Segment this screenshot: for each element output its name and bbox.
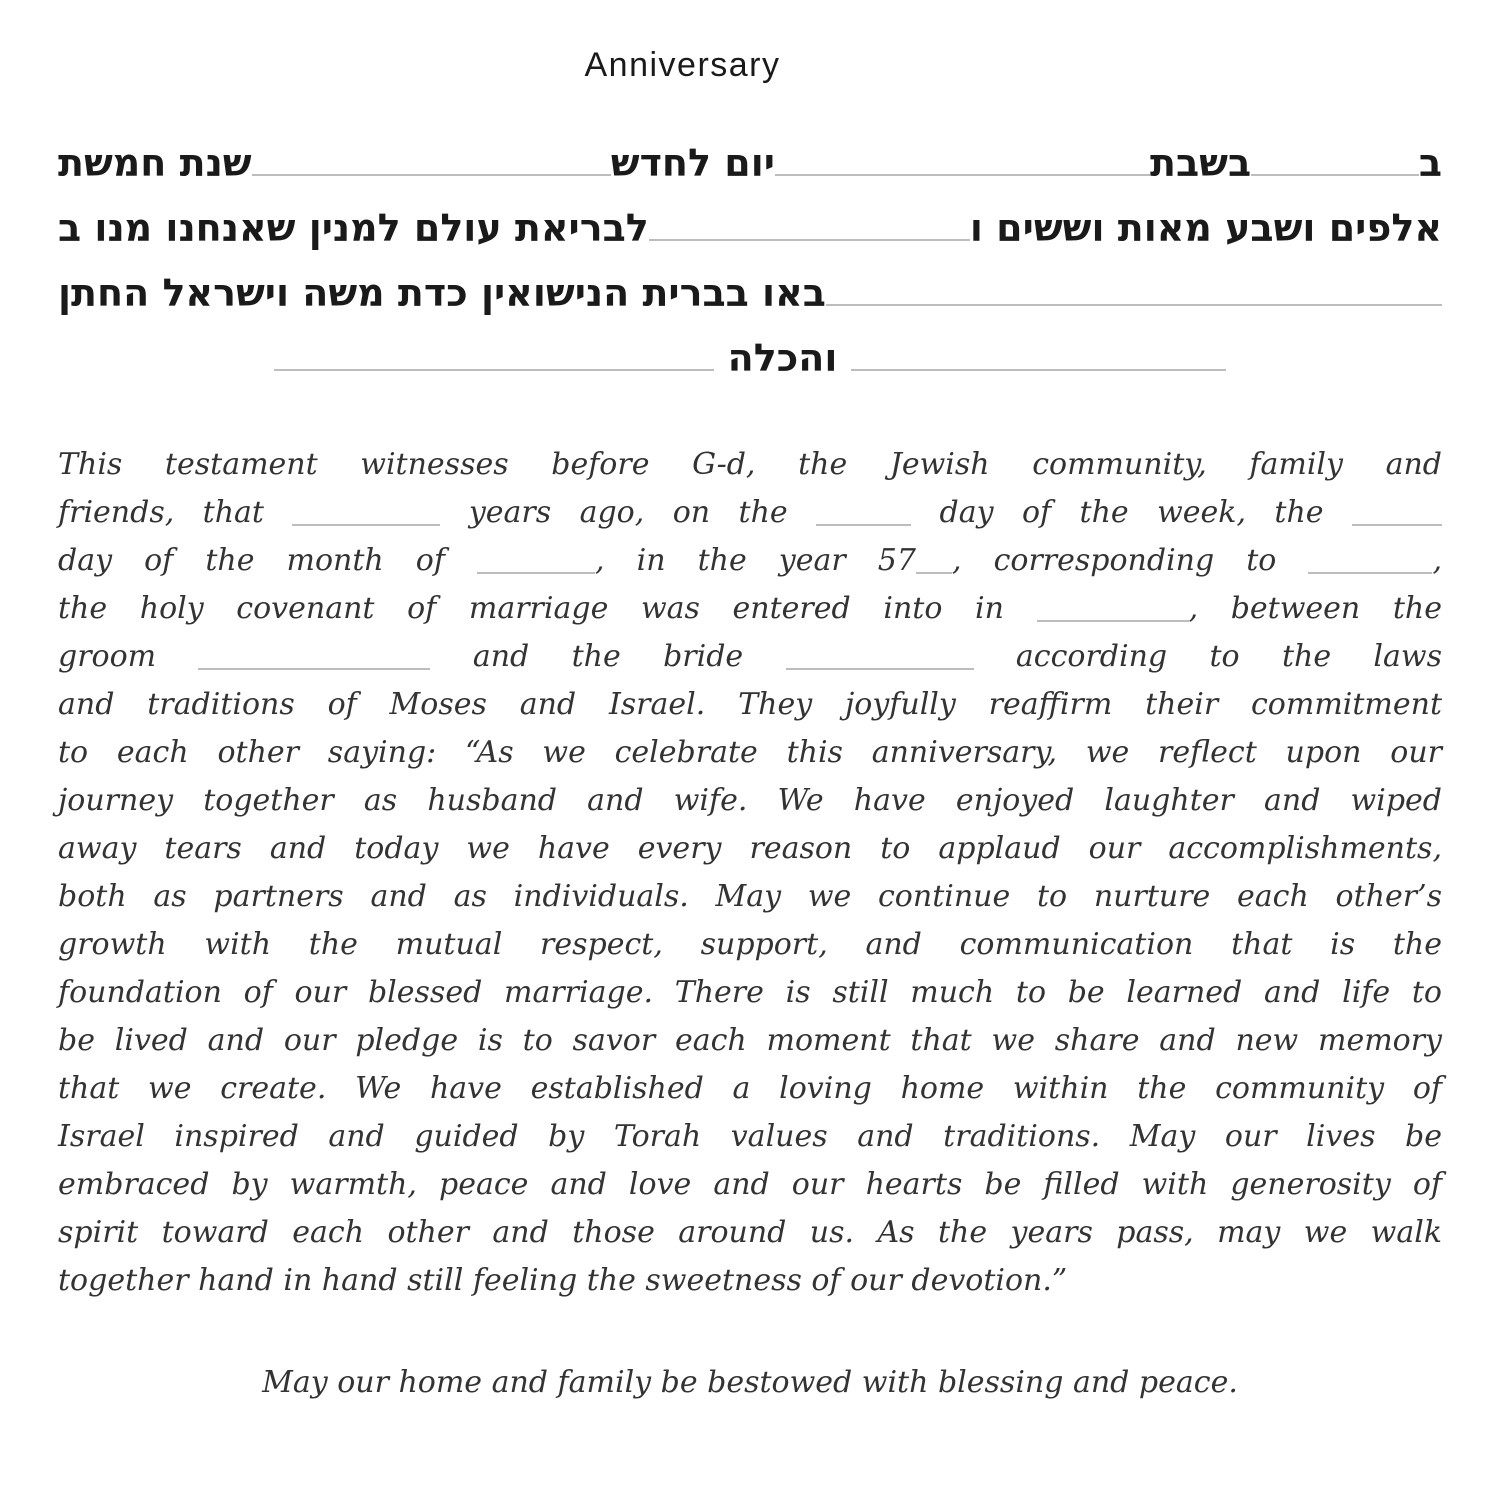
- text-segment: to each other saying: “As we celebrate this anniversary, we reflect upon our: [58, 735, 1442, 770]
- fill-in-blank: [1352, 523, 1442, 526]
- english-line: [58, 633, 1442, 681]
- fill-in-blank: [775, 174, 1150, 176]
- english-line: [58, 537, 1442, 585]
- fill-in-blank: [252, 174, 611, 176]
- fill-in-blank: [274, 369, 714, 371]
- fill-in-blank: [477, 571, 595, 574]
- english-line: [58, 969, 1442, 1017]
- text-segment: לבריאת עולם למנין שאנחנו מנו ב: [58, 206, 649, 250]
- text-segment: יום לחדש: [610, 141, 775, 185]
- fill-in-blank: [851, 369, 1226, 371]
- english-line: [58, 1209, 1442, 1257]
- text-segment: day of the week, the: [911, 495, 1352, 530]
- english-line: [58, 777, 1442, 825]
- page-title: Anniversary: [584, 46, 781, 84]
- text-segment: away tears and today we have every reason to applaud our accomplishments,: [58, 831, 1442, 866]
- text-segment: growth with the mutual respect, support, and communication that is the: [58, 927, 1442, 962]
- text-segment: ב: [1418, 141, 1442, 185]
- english-line: [58, 921, 1442, 969]
- text-segment: be lived and our pledge is to savor each moment that we share and new memory: [58, 1023, 1442, 1058]
- text-segment: בשבת: [1150, 141, 1252, 185]
- english-line: [58, 825, 1442, 873]
- text-segment: journey together as husband and wife. We have enjoyed laughter and wiped: [58, 783, 1442, 818]
- text-segment: friends, that: [58, 495, 293, 530]
- text-segment: שנת חמשת: [58, 141, 252, 185]
- text-segment: day of the month of: [58, 543, 478, 578]
- text-segment: foundation of our blessed marriage. There is still much to be learned and life to: [58, 975, 1442, 1010]
- text-segment: and the bride: [430, 639, 786, 674]
- text-segment: ,: [1432, 543, 1442, 578]
- fill-in-blank: [826, 304, 1442, 306]
- text-segment: , corresponding to: [951, 543, 1309, 578]
- fill-in-blank: [816, 523, 911, 526]
- fill-in-blank: [1251, 174, 1419, 176]
- english-line: [58, 1113, 1442, 1161]
- text-segment: This testament witnesses before G-d, the Jewish community, family and: [58, 447, 1442, 482]
- text-segment: , in the year 57: [595, 543, 916, 578]
- fill-in-blank: [1308, 571, 1432, 574]
- fill-in-blank: [916, 571, 952, 574]
- fill-in-blank: [1037, 619, 1189, 622]
- english-line: [58, 585, 1442, 633]
- hebrew-line-1: [58, 141, 1442, 206]
- closing-blessing-line: May our home and family be bestowed with blessing and peace.: [262, 1365, 1238, 1400]
- text-segment: , between the: [1188, 591, 1443, 626]
- text-segment: both as partners and as individuals. May we continue to nurture each other’s: [58, 879, 1442, 914]
- fill-in-blank: [198, 667, 430, 670]
- fill-in-blank: [786, 667, 974, 670]
- text-segment: groom: [58, 639, 199, 674]
- hebrew-text-block: [58, 141, 1442, 401]
- english-line: [58, 1065, 1442, 1113]
- text-segment: together hand in hand still feeling the sweetness of our devotion.”: [58, 1263, 1068, 1298]
- text-segment: and traditions of Moses and Israel. They joyfully reaffirm their commitment: [58, 687, 1442, 722]
- hebrew-line-4: [58, 336, 1442, 401]
- text-segment: באו בברית הנישואין כדת משה וישראל החתן: [58, 271, 826, 315]
- text-segment: the holy covenant of marriage was entered into in: [58, 591, 1037, 626]
- hebrew-line-2: [58, 206, 1442, 271]
- english-line: [58, 1017, 1442, 1065]
- text-segment: according to the laws: [973, 639, 1442, 674]
- english-line: [58, 1161, 1442, 1209]
- text-segment: Israel inspired and guided by Torah values and traditions. May our lives be: [58, 1119, 1442, 1154]
- text-segment: והכלה: [714, 336, 851, 380]
- fill-in-blank: [649, 239, 970, 241]
- english-line: [58, 441, 1442, 489]
- text-segment: that we create. We have established a loving home within the community of: [58, 1071, 1442, 1106]
- hebrew-line-3: [58, 271, 1442, 336]
- english-text-block: [58, 441, 1442, 1305]
- text-segment: embraced by warmth, peace and love and our hearts be filled with generosity of: [58, 1167, 1442, 1202]
- english-line: [58, 489, 1442, 537]
- text-segment: years ago, on the: [440, 495, 817, 530]
- english-line: [58, 681, 1442, 729]
- text-segment: spirit toward each other and those around us. As the years pass, may we walk: [58, 1215, 1442, 1250]
- english-line: [58, 1257, 1442, 1305]
- text-segment: אלפים ושבע מאות וששים ו: [969, 206, 1442, 250]
- english-line: [58, 729, 1442, 777]
- fill-in-blank: [292, 523, 440, 526]
- english-line: [58, 873, 1442, 921]
